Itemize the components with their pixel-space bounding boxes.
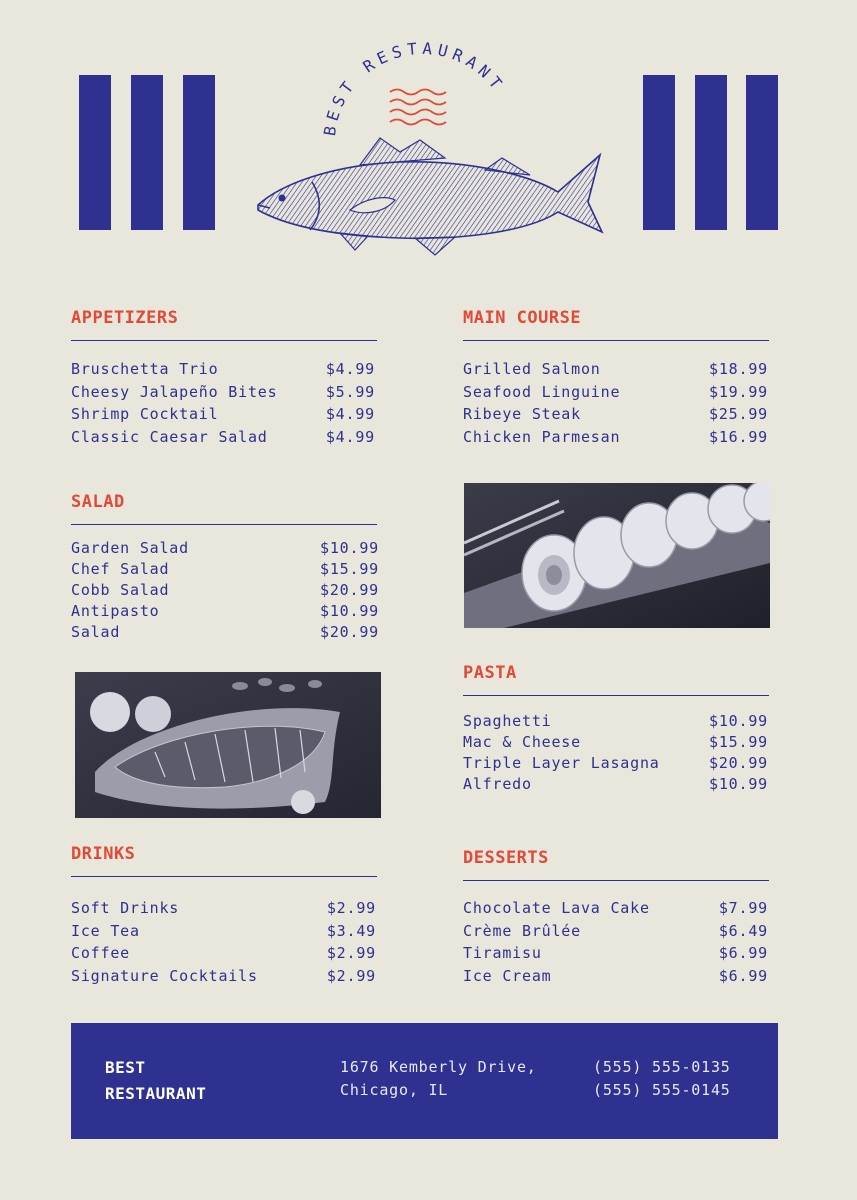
footer-address [340,1056,537,1102]
menu-item-price: $3.49 [326,921,376,940]
section-divider [463,340,769,341]
menu-item-price: $10.99 [320,602,379,620]
footer-bar [71,1023,778,1139]
footer-address-line1: 1676 Kemberly Drive, [340,1058,537,1076]
menu-item-name: Coffee [71,944,130,962]
menu-item [71,897,376,920]
menu-item-name: Crème Brûlée [463,921,581,940]
logo-arc-text [320,40,509,137]
footer-phones [593,1056,731,1102]
menu-item-name: Salad [71,623,121,641]
section-title-pasta: PASTA [463,663,517,683]
grilled-fish-photo [75,672,381,818]
menu-item [71,942,376,965]
menu-item-price: $4.99 [325,360,375,378]
footer-brand [105,1055,206,1107]
section-divider [71,876,377,877]
menu-item-price: $10.99 [709,775,768,793]
menu-item-name: Bruschetta Trio [71,360,219,378]
fish-icon [258,138,602,255]
section-desserts [463,848,769,987]
menu-item-price: $20.99 [320,581,379,599]
menu-item [71,358,375,381]
menu-item-name: Garden Salad [71,539,189,557]
section-divider [71,524,377,525]
menu-item [71,965,376,988]
section-title-drinks: DRINKS [71,844,136,864]
section-divider [463,880,769,881]
menu-item-name: Tiramisu [463,944,542,962]
menu-item-price: $7.99 [718,899,768,917]
menu-item [463,774,768,795]
footer-phone-1: (555) 555-0135 [593,1058,731,1076]
menu-item [463,897,768,920]
menu-item [463,381,768,404]
menu-item [71,559,379,580]
header-bar-left-3 [183,75,215,230]
section-pasta [463,663,769,795]
menu-item-name: Cobb Salad [71,581,170,599]
menu-item-price: $25.99 [709,405,768,424]
menu-item [71,622,379,643]
section-salad [71,492,377,643]
section-title-desserts: DESSERTS [463,848,549,868]
section-title-salad: SALAD [71,492,125,512]
menu-item-price: $5.99 [325,382,375,401]
menu-item-price: $2.99 [326,944,376,962]
sushi-photo [464,483,770,628]
menu-item [463,942,768,965]
menu-item-name: Ice Cream [463,966,552,985]
menu-item [71,580,379,601]
footer-phone-2: (555) 555-0145 [593,1081,731,1099]
menu-item-name: Shrimp Cocktail [71,405,219,424]
menu-item-price: $2.99 [326,899,376,917]
menu-item-name: Chocolate Lava Cake [463,899,650,917]
menu-item-price: $6.99 [718,944,768,962]
menu-item-name: Soft Drinks [71,899,180,917]
menu-item [71,403,375,426]
menu-item-name: Triple Layer Lasagna [463,754,660,772]
restaurant-logo [240,40,620,270]
menu-item-name: Ice Tea [71,921,140,940]
menu-item [463,732,768,753]
menu-item-name: Grilled Salmon [463,360,601,378]
menu-item-name: Classic Caesar Salad [71,428,268,447]
menu-item [463,403,768,426]
section-drinks [71,844,377,987]
menu-item-name: Alfredo [463,775,532,793]
menu-item [463,965,768,988]
section-divider [71,340,377,341]
header-bar-right-3 [746,75,778,230]
header-bar-left-2 [131,75,163,230]
menu-item-price: $4.99 [325,428,375,447]
menu-item [463,753,768,774]
header-bar-right-1 [643,75,675,230]
menu-item-price: $6.49 [718,921,768,940]
menu-item-name: Cheesy Jalapeño Bites [71,382,278,401]
section-title-main-course: MAIN COURSE [463,308,582,328]
section-divider [463,695,769,696]
menu-item-price: $18.99 [709,360,768,378]
menu-item-name: Seafood Linguine [463,382,621,401]
menu-item-name: Ribeye Steak [463,405,581,424]
menu-item-price: $10.99 [320,539,379,557]
logo-arc-text-span: BEST RESTAURANT [320,40,509,138]
menu-item-name: Antipasto [71,602,160,620]
menu-item-name: Mac & Cheese [463,733,581,751]
menu-item-price: $4.99 [325,405,375,424]
footer-brand-line1: BEST [105,1058,146,1077]
header-bar-right-2 [695,75,727,230]
menu-item [71,538,379,559]
menu-item-name: Chicken Parmesan [463,428,621,447]
section-main-course [463,308,769,449]
footer-brand-line2: RESTAURANT [105,1084,207,1103]
menu-item-price: $2.99 [326,966,376,985]
menu-item-price: $20.99 [320,623,379,641]
menu-item [71,601,379,622]
section-appetizers [71,308,377,449]
menu-item [71,426,375,449]
menu-item-price: $16.99 [709,428,768,447]
menu-item-price: $6.99 [718,966,768,985]
menu-item [463,358,768,381]
header-bar-left-1 [79,75,111,230]
menu-item [463,711,768,732]
menu-item-price: $15.99 [709,733,768,751]
menu-item [71,381,375,404]
menu-item-price: $20.99 [709,754,768,772]
menu-item-name: Signature Cocktails [71,966,258,985]
menu-item-name: Chef Salad [71,560,170,578]
menu-item-price: $19.99 [709,382,768,401]
footer-address-line2: Chicago, IL [340,1081,449,1099]
menu-item [463,920,768,943]
section-title-appetizers: APPETIZERS [71,308,179,328]
menu-item [71,920,376,943]
menu-item [463,426,768,449]
menu-item-name: Spaghetti [463,712,552,730]
waves-icon [390,90,446,125]
menu-item-price: $10.99 [709,712,768,730]
menu-item-price: $15.99 [320,560,379,578]
